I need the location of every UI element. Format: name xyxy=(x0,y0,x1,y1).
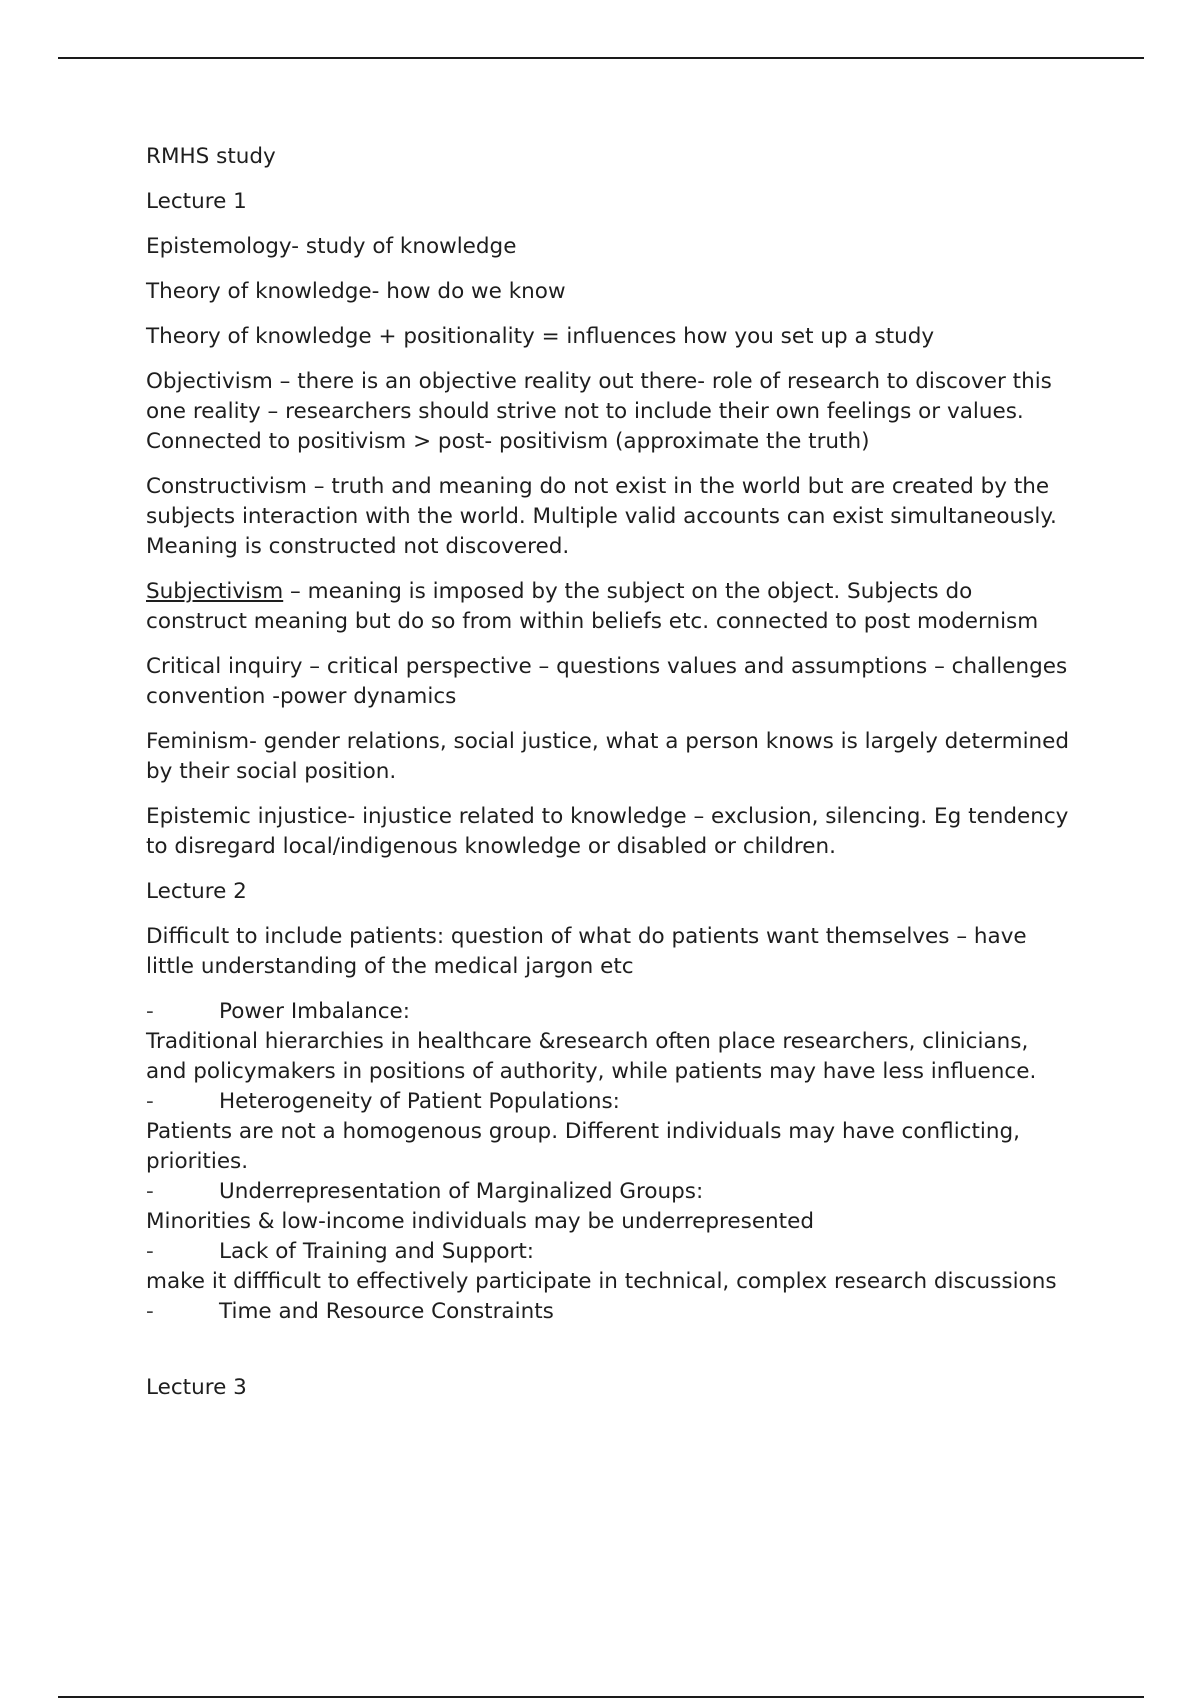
bullet-dash: - xyxy=(146,1089,154,1114)
paragraph-difficult-to-include: Difficult to include patients: question of what do patients want themselves – have little understanding of the medical jargon etc xyxy=(146,924,1027,979)
bullet-dash: - xyxy=(146,999,154,1024)
subjectivism-definition: – meaning is imposed by the subject on the object. Subjects do construct meaning but do so from within beliefs etc. connected to post modernism xyxy=(146,579,1039,634)
list-item-detail: Patients are not a homogenous group. Different individuals may have conflicting, priorities. xyxy=(146,1119,1021,1174)
bullet-dash: - xyxy=(146,1239,154,1264)
list-item-detail: and policymakers in positions of authority, while patients may have less influence. xyxy=(146,1059,1037,1084)
list-item-detail: Minorities & low-income individuals may be underrepresented xyxy=(146,1209,814,1234)
list-item xyxy=(146,997,1076,1027)
document-title: RMHS study xyxy=(146,144,276,169)
spacer xyxy=(146,1327,1076,1373)
paragraph-theory-of-knowledge: Theory of knowledge- how do we know xyxy=(146,279,566,304)
paragraph-critical-inquiry: Critical inquiry – critical perspective – questions values and assumptions – challenges convention -power dynamics xyxy=(146,654,1068,709)
list-item xyxy=(146,1087,1076,1117)
paragraph-epistemic-injustice: Epistemic injustice- injustice related to knowledge – exclusion, silencing. Eg tendency to disregard local/indigenous knowledge or disabled or children. xyxy=(146,804,1069,859)
paragraph-feminism: Feminism- gender relations, social justice, what a person knows is largely determined by their social position. xyxy=(146,729,1070,784)
top-rule xyxy=(58,57,1144,59)
subjectivism-term: Subjectivism xyxy=(146,579,284,604)
list-item xyxy=(146,1297,1076,1327)
list-item xyxy=(146,1177,1076,1207)
paragraph-epistemology: Epistemology- study of knowledge xyxy=(146,234,517,259)
paragraph-objectivism: Objectivism – there is an objective reality out there- role of research to discover this one reality – researchers should strive not to include their own feelings or values. Connected to positivism > post- positivism (approximate the truth) xyxy=(146,369,1052,454)
list-item-detail: Traditional hierarchies in healthcare &research often place researchers, clinicians, xyxy=(146,1029,1029,1054)
list-item-detail: make it diffficult to effectively participate in technical, complex research discussions xyxy=(146,1269,1057,1294)
list-item-label: Underrepresentation of Marginalized Groups: xyxy=(219,1179,704,1204)
list-item-label: Power Imbalance: xyxy=(219,999,411,1024)
bullet-dash: - xyxy=(146,1299,154,1324)
heading-lecture-3: Lecture 3 xyxy=(146,1375,247,1400)
bottom-rule xyxy=(58,1696,1144,1698)
document-body xyxy=(146,142,1076,1418)
list-item-label: Time and Resource Constraints xyxy=(219,1299,554,1324)
paragraph-theory-positionality: Theory of knowledge + positionality = influences how you set up a study xyxy=(146,324,935,349)
list-item-label: Heterogeneity of Patient Populations: xyxy=(219,1089,620,1114)
paragraph-subjectivism xyxy=(146,577,1076,637)
challenges-list xyxy=(146,997,1076,1327)
paragraph-constructivism: Constructivism – truth and meaning do not exist in the world but are created by the subjects interaction with the world. Multiple valid accounts can exist simultaneously. Meaning is constructed not discovered. xyxy=(146,474,1057,559)
list-item xyxy=(146,1237,1076,1267)
bullet-dash: - xyxy=(146,1179,154,1204)
heading-lecture-1: Lecture 1 xyxy=(146,189,247,214)
heading-lecture-2: Lecture 2 xyxy=(146,879,247,904)
list-item-label: Lack of Training and Support: xyxy=(219,1239,535,1264)
